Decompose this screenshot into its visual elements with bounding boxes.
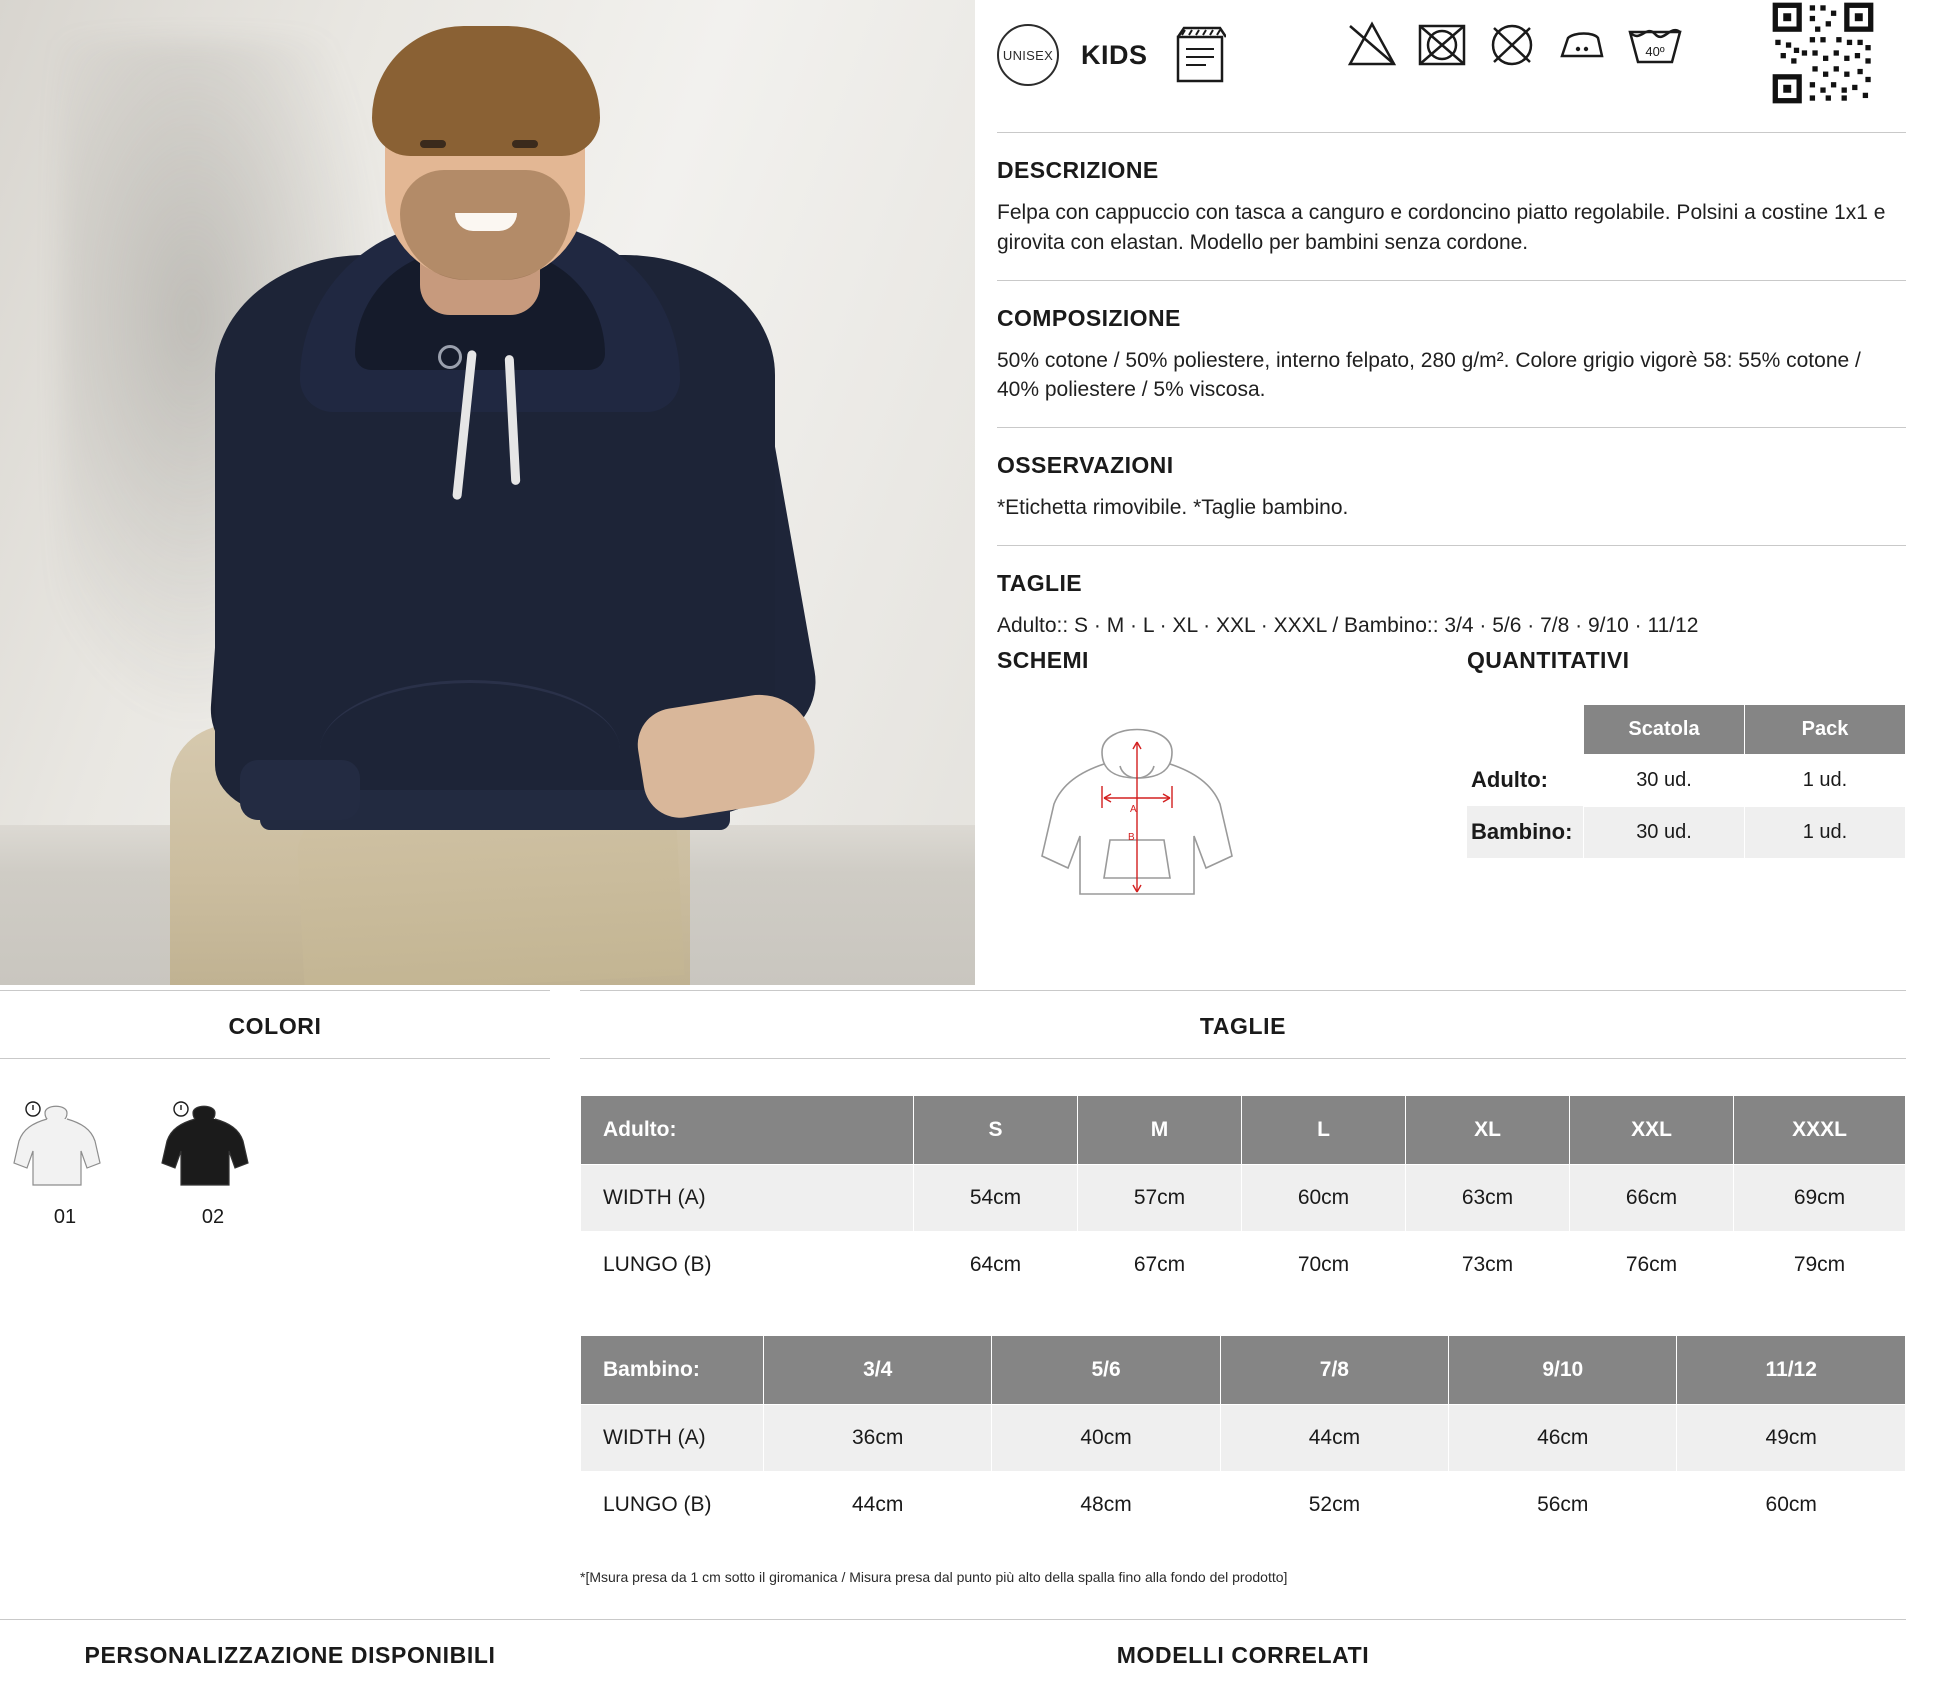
table-row	[581, 1232, 1906, 1299]
color-swatch-02[interactable]	[158, 1101, 268, 1229]
quant-adulto-scatola: 30 ud.	[1584, 754, 1745, 806]
taglie-panel	[580, 990, 1946, 1585]
svg-text:40º: 40º	[1645, 44, 1665, 59]
color-swatch-01[interactable]	[10, 1101, 120, 1229]
model-mouth	[455, 213, 517, 231]
no-dry-clean-icon	[1484, 18, 1540, 70]
bambino-lungo-34: 44cm	[764, 1472, 992, 1539]
size-footnote: *[Msura presa da 1 cm sotto il giromanica / Misura presa dal punto più alto della spalla fino alla fondo del prodotto]	[580, 1569, 1288, 1585]
adulto-size-table	[580, 1095, 1906, 1299]
colori-panel	[0, 990, 580, 1585]
table-row	[581, 1165, 1906, 1232]
table-header-row	[581, 1336, 1906, 1405]
color-code-01: 01	[53, 1206, 77, 1228]
bambino-width-78: 44cm	[1220, 1405, 1448, 1472]
taglie-panel-title: TAGLIE	[580, 990, 1906, 1059]
descrizione-body: Felpa con cappuccio con tasca a canguro e cordoncino piatto regolabile. Polsini a costine 1x1 e girovita con elastan. Modello per bambini senza cordone.	[997, 201, 1886, 254]
adulto-lungo-xxxl: 79cm	[1734, 1232, 1906, 1299]
section-descrizione	[997, 153, 1906, 258]
divider	[997, 545, 1906, 546]
adulto-width-xxl: 66cm	[1570, 1165, 1734, 1232]
footer-row	[0, 1619, 1946, 1669]
bambino-lungo-910: 56cm	[1449, 1472, 1677, 1539]
section-schemi	[997, 647, 1467, 913]
descrizione-title: DESCRIZIONE	[997, 157, 1159, 183]
adulto-lungo-label: LUNGO (B)	[581, 1232, 914, 1299]
colori-swatch-list	[0, 1059, 550, 1229]
osservazioni-title: OSSERVAZIONI	[997, 452, 1174, 479]
table-row	[1467, 806, 1906, 858]
section-osservazioni	[997, 448, 1906, 523]
bambino-size-56: 5/6	[992, 1336, 1220, 1405]
quant-header-scatola: Scatola	[1584, 704, 1745, 754]
section-composizione	[997, 301, 1906, 406]
unisex-icon	[997, 24, 1059, 86]
table-row	[581, 1405, 1906, 1472]
adulto-width-xxxl: 69cm	[1734, 1165, 1906, 1232]
hoodie-thumb-icon	[11, 1101, 119, 1187]
adulto-width-m: 57cm	[1078, 1165, 1242, 1232]
schemi-title: SCHEMI	[997, 646, 1089, 673]
composizione-body: 50% cotone / 50% poliestere, interno felpato, 280 g/m². Colore grigio vigorè 58: 55% cotone / 40% poliestere / 5% viscosa.	[997, 348, 1861, 402]
quant-header-blank	[1467, 704, 1584, 754]
adulto-width-l: 60cm	[1242, 1165, 1406, 1232]
colori-title: COLORI	[0, 990, 550, 1059]
no-bleach-icon	[1344, 18, 1400, 70]
bambino-lungo-78: 52cm	[1220, 1472, 1448, 1539]
divider	[997, 132, 1906, 133]
adulto-size-xxxl: XXXL	[1734, 1096, 1906, 1165]
quantitativi-title: QUANTITATIVI	[1467, 646, 1630, 673]
adulto-lungo-l: 70cm	[1242, 1232, 1406, 1299]
table-row	[581, 1472, 1906, 1539]
kids-label: KIDS	[1081, 39, 1148, 70]
footer-personalizzazione: PERSONALIZZAZIONE DISPONIBILI	[0, 1619, 580, 1669]
hoodie-measurement-diagram	[1032, 708, 1467, 913]
section-quantitativi	[1467, 647, 1906, 913]
bambino-width-34: 36cm	[764, 1405, 992, 1472]
bambino-width-1112: 49cm	[1677, 1405, 1906, 1472]
adulto-lungo-m: 67cm	[1078, 1232, 1242, 1299]
bambino-width-label: WIDTH (A)	[581, 1405, 764, 1472]
adulto-width-label: WIDTH (A)	[581, 1165, 914, 1232]
adulto-size-xl: XL	[1406, 1096, 1570, 1165]
adulto-lungo-xl: 73cm	[1406, 1232, 1570, 1299]
bambino-lungo-56: 48cm	[992, 1472, 1220, 1539]
adulto-width-xl: 63cm	[1406, 1165, 1570, 1232]
osservazioni-body: *Etichetta rimovibile. *Taglie bambino.	[997, 496, 1349, 520]
quantitativi-table	[1467, 704, 1906, 859]
schemi-label-a: A	[1130, 803, 1137, 815]
pack-icon	[1174, 23, 1226, 88]
bambino-lungo-label: LUNGO (B)	[581, 1472, 764, 1539]
bambino-size-1112: 11/12	[1677, 1336, 1906, 1405]
product-info	[975, 0, 1946, 990]
bambino-width-910: 46cm	[1449, 1405, 1677, 1472]
section-taglie	[997, 566, 1906, 641]
composizione-title: COMPOSIZIONE	[997, 304, 1181, 331]
bambino-size-34: 3/4	[764, 1336, 992, 1405]
color-code-02: 02	[201, 1206, 225, 1228]
schemi-label-b: B	[1128, 831, 1135, 843]
quant-adulto-pack: 1 ud.	[1745, 754, 1906, 806]
bambino-size-table	[580, 1335, 1906, 1539]
adulto-size-m: M	[1078, 1096, 1242, 1165]
adulto-width-s: 54cm	[914, 1165, 1078, 1232]
adulto-lungo-xxl: 76cm	[1570, 1232, 1734, 1299]
bambino-size-78: 7/8	[1220, 1336, 1448, 1405]
taglie-body: Adulto:: S · M · L · XL · XXL · XXXL / Bambino:: 3/4 · 5/6 · 7/8 · 9/10 · 11/12	[997, 614, 1699, 638]
qr-code-icon[interactable]	[1770, 0, 1876, 106]
model-hair	[372, 26, 600, 156]
footer-modelli-correlati: MODELLI CORRELATI	[580, 1619, 1906, 1669]
product-photo	[0, 0, 975, 985]
hoodie-eyelet	[438, 345, 462, 369]
bambino-header-label: Bambino:	[581, 1336, 764, 1405]
model-eye-right	[512, 140, 538, 148]
care-instructions	[1344, 18, 1686, 70]
wash-40-icon	[1624, 18, 1686, 70]
quant-bambino-scatola: 30 ud.	[1584, 806, 1745, 858]
divider	[997, 280, 1906, 281]
schemi-quantitativi-row	[997, 647, 1906, 913]
adulto-size-xxl: XXL	[1570, 1096, 1734, 1165]
table-header-row	[581, 1096, 1906, 1165]
icon-row	[997, 0, 1906, 110]
iron-low-icon	[1554, 18, 1610, 70]
quant-row-label-adulto: Adulto:	[1467, 754, 1584, 806]
table-row	[1467, 754, 1906, 806]
bambino-lungo-1112: 60cm	[1677, 1472, 1906, 1539]
adulto-size-l: L	[1242, 1096, 1406, 1165]
adulto-lungo-s: 64cm	[914, 1232, 1078, 1299]
hoodie-thumb-icon	[159, 1101, 267, 1187]
no-tumble-dry-icon	[1414, 18, 1470, 70]
adulto-size-s: S	[914, 1096, 1078, 1165]
quant-bambino-pack: 1 ud.	[1745, 806, 1906, 858]
model-eye-left	[420, 140, 446, 148]
bambino-size-910: 9/10	[1449, 1336, 1677, 1405]
quant-header-pack: Pack	[1745, 704, 1906, 754]
divider	[997, 427, 1906, 428]
unisex-label: UNISEX	[1002, 47, 1054, 63]
adulto-header-label: Adulto:	[581, 1096, 914, 1165]
hoodie-cuff-left	[240, 760, 360, 820]
taglie-title: TAGLIE	[997, 570, 1083, 597]
bottom-section	[0, 990, 1946, 1585]
bambino-width-56: 40cm	[992, 1405, 1220, 1472]
table-header-row	[1467, 704, 1906, 754]
quant-row-label-bambino: Bambino:	[1467, 806, 1584, 858]
